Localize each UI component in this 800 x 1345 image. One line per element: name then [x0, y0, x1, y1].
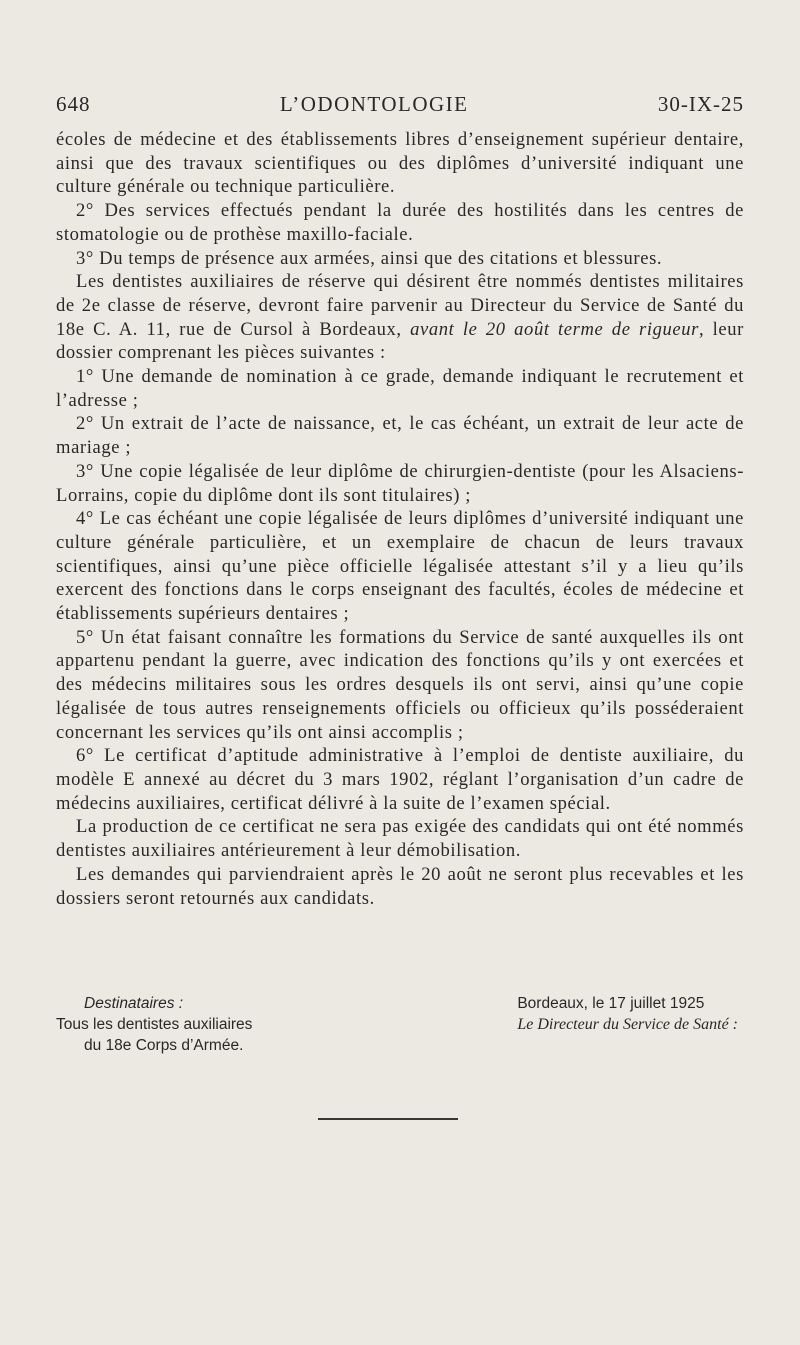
paragraph: Les demandes qui parviendraient après le 20 août ne seront plus recevables et les dossiers seront retournés aux candidats. — [56, 863, 744, 909]
paragraph: 6° Le certificat d’aptitude administrative à l’emploi de dentiste auxiliaire, du modèle E annexé au décret du 3 mars 1902, réglant l’organisation d’un cadre de médecins auxiliaires, certificat délivré à la suite de l’examen spécial. — [56, 745, 744, 814]
recipients-line: du 18e Corps d’Armée. — [84, 1037, 244, 1054]
place-date: Bordeaux, le 17 juillet 1925 — [517, 995, 705, 1012]
paragraph: 1° Une demande de nomination à ce grade, demande indiquant le recrutement et l’adresse ; — [56, 366, 744, 411]
paragraph-text: , leur dossier comprenant les pièces suivantes : — [56, 318, 744, 364]
running-header — [56, 92, 744, 117]
page-number: 648 — [56, 92, 91, 116]
recipients — [56, 993, 252, 1056]
paragraph: écoles de médecine et des établissements libres d’enseignement supérieur dentaire, ainsi que des travaux scientifiques ou des diplômes d’université indiquant une culture générale ou technique particulière. — [56, 129, 744, 198]
journal-title: L’ODONTOLOGIE — [279, 92, 469, 116]
paragraph: 5° Un état faisant connaître les formations du Service de santé auxquelles ils ont appartenu pendant la guerre, avec indication des fonctions qu’ils y ont exercées et des médecins militaires sous les ordres desquels ils ont servi, ainsi qu’une copie légalisée de tous autres renseignements officiels ou officieux qu’ils posséderaient concernant les services qu’ils ont ainsi accomplis ; — [56, 626, 744, 743]
signature-block — [56, 993, 744, 1056]
body-text — [56, 128, 744, 910]
paragraph — [56, 270, 744, 365]
paragraph: La production de ce certificat ne sera pas exigée des candidats qui ont été nommés dentistes auxiliaires antérieurement à leur démobilisation. — [56, 816, 744, 862]
deadline-emphasis: avant le 20 août terme de rigueur — [410, 318, 699, 340]
paragraph: 2° Des services effectués pendant la durée des hostilités dans les centres de stomatologie ou de prothèse maxillo-faciale. — [56, 200, 744, 245]
paragraph: 2° Un extrait de l’acte de naissance, et, le cas échéant, un extrait de leur acte de mariage ; — [56, 413, 744, 459]
recipients-line: Tous les dentistes auxiliaires — [56, 1016, 253, 1033]
paragraph: 4° Le cas échéant une copie légalisée de leurs diplômes d’université indiquant une culture générale particulière, et un exemplaire de chacun de leurs travaux scientifiques, ainsi qu’une pièce officielle légalisée attestant s’il y a lieu qu’ils exercent des fonctions dans le corps enseignant des facultés, écoles de médecine et établissements supérieurs dentaires ; — [56, 508, 744, 625]
signatory-block — [517, 993, 744, 1056]
end-rule — [318, 1118, 458, 1120]
paragraph-text: Les dentistes auxiliaires de réserve qui désirent être nommés dentistes militaires de 2e classe de réserve, devront faire parvenir au Directeur du Service de Santé du 18e C. A. 11, rue de Cursol à Bordeaux, — [56, 271, 744, 340]
paragraph: 3° Une copie légalisée de leur diplôme de chirurgien-dentiste (pour les Alsaciens-Lorrains, copie du diplôme dont ils sont titulaires) ; — [56, 460, 744, 506]
signatory: Le Directeur du Service de Santé : — [517, 1016, 738, 1033]
paragraph: 3° Du temps de présence aux armées, ainsi que des citations et blessures. — [76, 247, 663, 269]
issue-date: 30-IX-25 — [657, 92, 744, 116]
recipients-label: Destinataires : — [84, 995, 184, 1012]
